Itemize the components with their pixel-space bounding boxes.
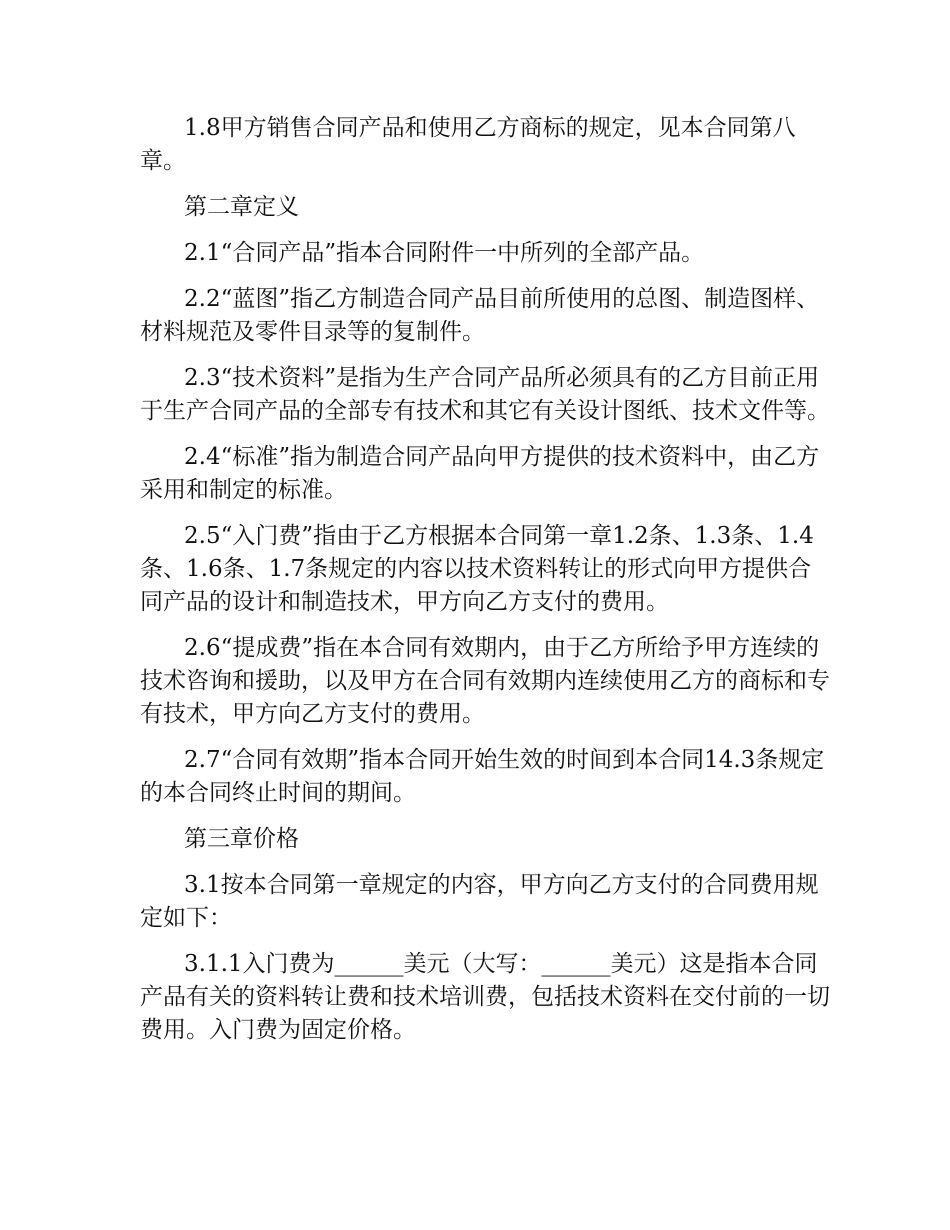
- chapter-3-heading: 第三章价格: [184, 826, 299, 852]
- clause-2-3: 2.3“技术资料”是指为生产合同产品所必须具有的乙方目前正用于生产合同产品的全部专有技术和其它有关设计图纸、技术文件等。: [140, 365, 830, 424]
- chapter-2-heading: 第二章定义: [184, 194, 299, 220]
- clause-2-5: 2.5“入门费”指由于乙方根据本合同第一章1.2条、1.3条、1.4条、1.6条、1.7条规定的内容以技术资料转让的形式向甲方提供合同产品的设计和制造技术，甲方向乙方支付的费用。: [140, 523, 814, 615]
- document-body: [140, 112, 830, 1060]
- clause-2-4: 2.4“标准”指为制造合同产品向甲方提供的技术资料中，由乙方采用和制定的标准。: [140, 444, 820, 503]
- clause-2-2: 2.2“蓝图”指乙方制造合同产品目前所使用的总图、制造图样、材料规范及零件目录等的复制件。: [140, 286, 820, 345]
- clause-2-1: 2.1“合同产品”指本合同附件一中所列的全部产品。: [184, 240, 705, 266]
- clause-3-1: 3.1按本合同第一章规定的内容，甲方向乙方支付的合同费用规定如下：: [140, 872, 819, 931]
- clause-1-8: 1.8甲方销售合同产品和使用乙方商标的规定，见本合同第八章。: [140, 115, 796, 174]
- clause-3-1-1: 3.1.1入门费为______美元（大写：______美元）这是指本合同产品有关的资料转让费和技术培训费，包括技术资料在交付前的一切费用。入门费为固定价格。: [140, 951, 830, 1043]
- clause-2-7: 2.7“合同有效期”指本合同开始生效的时间到本合同14.3条规定的本合同终止时间的期间。: [140, 747, 825, 806]
- clause-2-6: 2.6“提成费”指在本合同有效期内，由于乙方所给予甲方连续的技术咨询和援助，以及甲方在合同有效期内连续使用乙方的商标和专有技术，甲方向乙方支付的费用。: [140, 635, 830, 727]
